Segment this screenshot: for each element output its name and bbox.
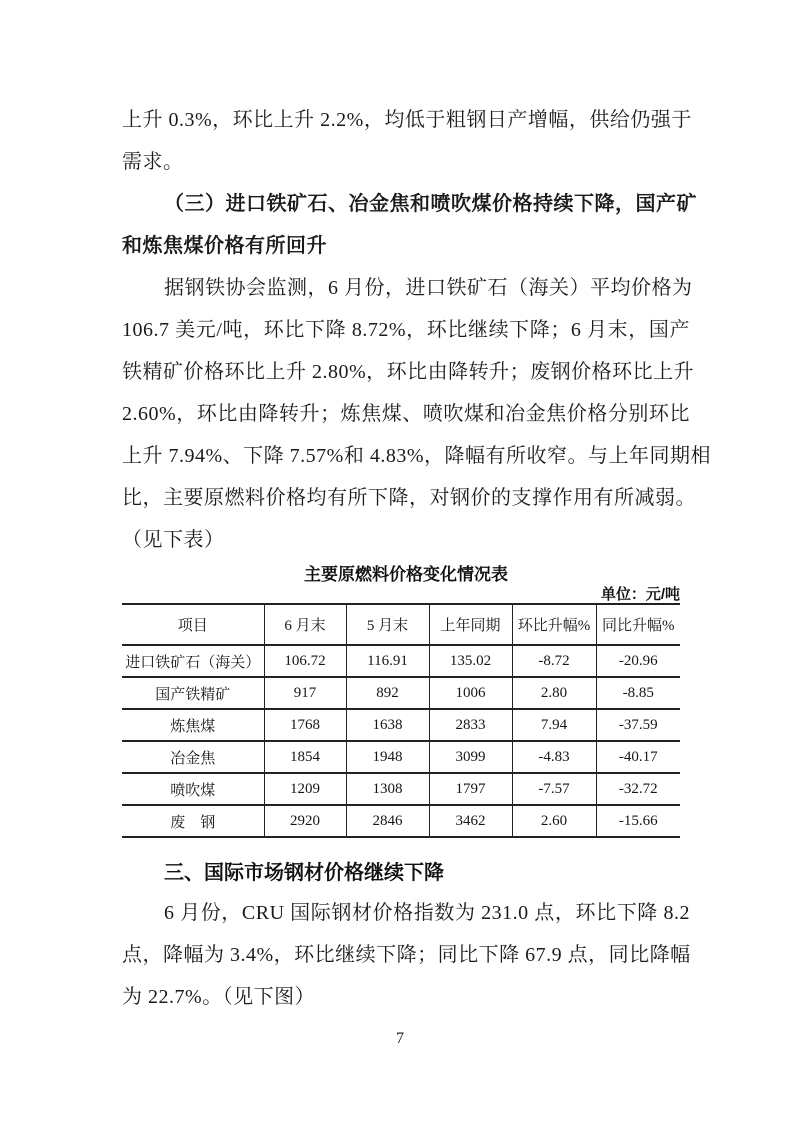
value-cell: 2.60 xyxy=(512,805,596,837)
row-label-cell: 炼焦煤 xyxy=(122,709,264,741)
value-cell: 1854 xyxy=(264,741,346,773)
value-cell: 1797 xyxy=(429,773,512,805)
body-line: 据钢铁协会监测，6 月份，进口铁矿石（海关）平均价格为 xyxy=(164,277,693,299)
price-table-body xyxy=(122,645,680,837)
header-cell: 环比升幅% xyxy=(512,604,596,645)
section-heading: 三、国际市场钢材价格继续下降 xyxy=(164,862,444,884)
body-line: 106.7 美元/吨，环比下降 8.72%，环比继续下降；6 月末，国产 xyxy=(122,319,690,341)
table-unit-label: 单位：元/吨 xyxy=(600,586,680,603)
body-line: 铁精矿价格环比上升 2.80%，环比由降转升；废钢价格环比上升 xyxy=(122,361,695,383)
row-label-cell: 进口铁矿石（海关） xyxy=(122,645,264,677)
header-cell: 项目 xyxy=(122,604,264,645)
table-row xyxy=(122,645,680,677)
table-header-row xyxy=(122,604,680,645)
value-cell: -7.57 xyxy=(512,773,596,805)
header-cell: 上年同期 xyxy=(429,604,512,645)
value-cell: 7.94 xyxy=(512,709,596,741)
header-cell: 6 月末 xyxy=(264,604,346,645)
subsection-heading-line: （三）进口铁矿石、冶金焦和喷吹煤价格持续下降，国产矿 xyxy=(164,193,697,215)
body-line: 2.60%，环比由降转升；炼焦煤、喷吹煤和冶金焦价格分别环比 xyxy=(122,403,690,425)
body-line: 点，降幅为 3.4%，环比继续下降；同比下降 67.9 点，同比降幅 xyxy=(122,944,691,966)
value-cell: 1006 xyxy=(429,677,512,709)
page-number: 7 xyxy=(396,1030,404,1047)
value-cell: 3462 xyxy=(429,805,512,837)
value-cell: 1768 xyxy=(264,709,346,741)
value-cell: -8.85 xyxy=(596,677,680,709)
body-line: 6 月份，CRU 国际钢材价格指数为 231.0 点，环比下降 8.2 xyxy=(164,902,690,924)
value-cell: 892 xyxy=(346,677,429,709)
value-cell: 1948 xyxy=(346,741,429,773)
row-label-cell: 国产铁精矿 xyxy=(122,677,264,709)
page-content xyxy=(122,0,711,1018)
value-cell: 135.02 xyxy=(429,645,512,677)
row-label-cell: 冶金焦 xyxy=(122,741,264,773)
value-cell: -4.83 xyxy=(512,741,596,773)
header-cell: 同比升幅% xyxy=(596,604,680,645)
table-title: 主要原燃料价格变化情况表 xyxy=(304,565,508,584)
value-cell: -15.66 xyxy=(596,805,680,837)
body-line: 比，主要原燃料价格均有所下降，对钢价的支撑作用有所减弱。 xyxy=(122,487,696,509)
row-label-cell: 废 钢 xyxy=(122,805,264,837)
value-cell: 3099 xyxy=(429,741,512,773)
value-cell: 1638 xyxy=(346,709,429,741)
value-cell: 917 xyxy=(264,677,346,709)
value-cell: 2833 xyxy=(429,709,512,741)
value-cell: 116.91 xyxy=(346,645,429,677)
body-line: （见下表） xyxy=(122,529,225,551)
value-cell: -32.72 xyxy=(596,773,680,805)
table-row xyxy=(122,677,680,709)
table-row xyxy=(122,773,680,805)
value-cell: 2920 xyxy=(264,805,346,837)
price-table xyxy=(122,603,680,838)
body-line: 上升 0.3%，环比上升 2.2%，均低于粗钢日产增幅，供给仍强于 xyxy=(122,109,692,131)
value-cell: 2.80 xyxy=(512,677,596,709)
header-cell: 5 月末 xyxy=(346,604,429,645)
body-line: 为 22.7%。（见下图） xyxy=(122,986,316,1008)
value-cell: -37.59 xyxy=(596,709,680,741)
table-row xyxy=(122,805,680,837)
value-cell: -40.17 xyxy=(596,741,680,773)
value-cell: 106.72 xyxy=(264,645,346,677)
body-line: 需求。 xyxy=(122,151,184,173)
value-cell: 2846 xyxy=(346,805,429,837)
value-cell: 1308 xyxy=(346,773,429,805)
body-line: 上升 7.94%、下降 7.57%和 4.83%，降幅有所收窄。与上年同期相 xyxy=(122,445,711,467)
row-label-cell: 喷吹煤 xyxy=(122,773,264,805)
subsection-heading-line: 和炼焦煤价格有所回升 xyxy=(122,235,327,257)
value-cell: 1209 xyxy=(264,773,346,805)
value-cell: -20.96 xyxy=(596,645,680,677)
value-cell: -8.72 xyxy=(512,645,596,677)
table-row xyxy=(122,709,680,741)
table-row xyxy=(122,741,680,773)
